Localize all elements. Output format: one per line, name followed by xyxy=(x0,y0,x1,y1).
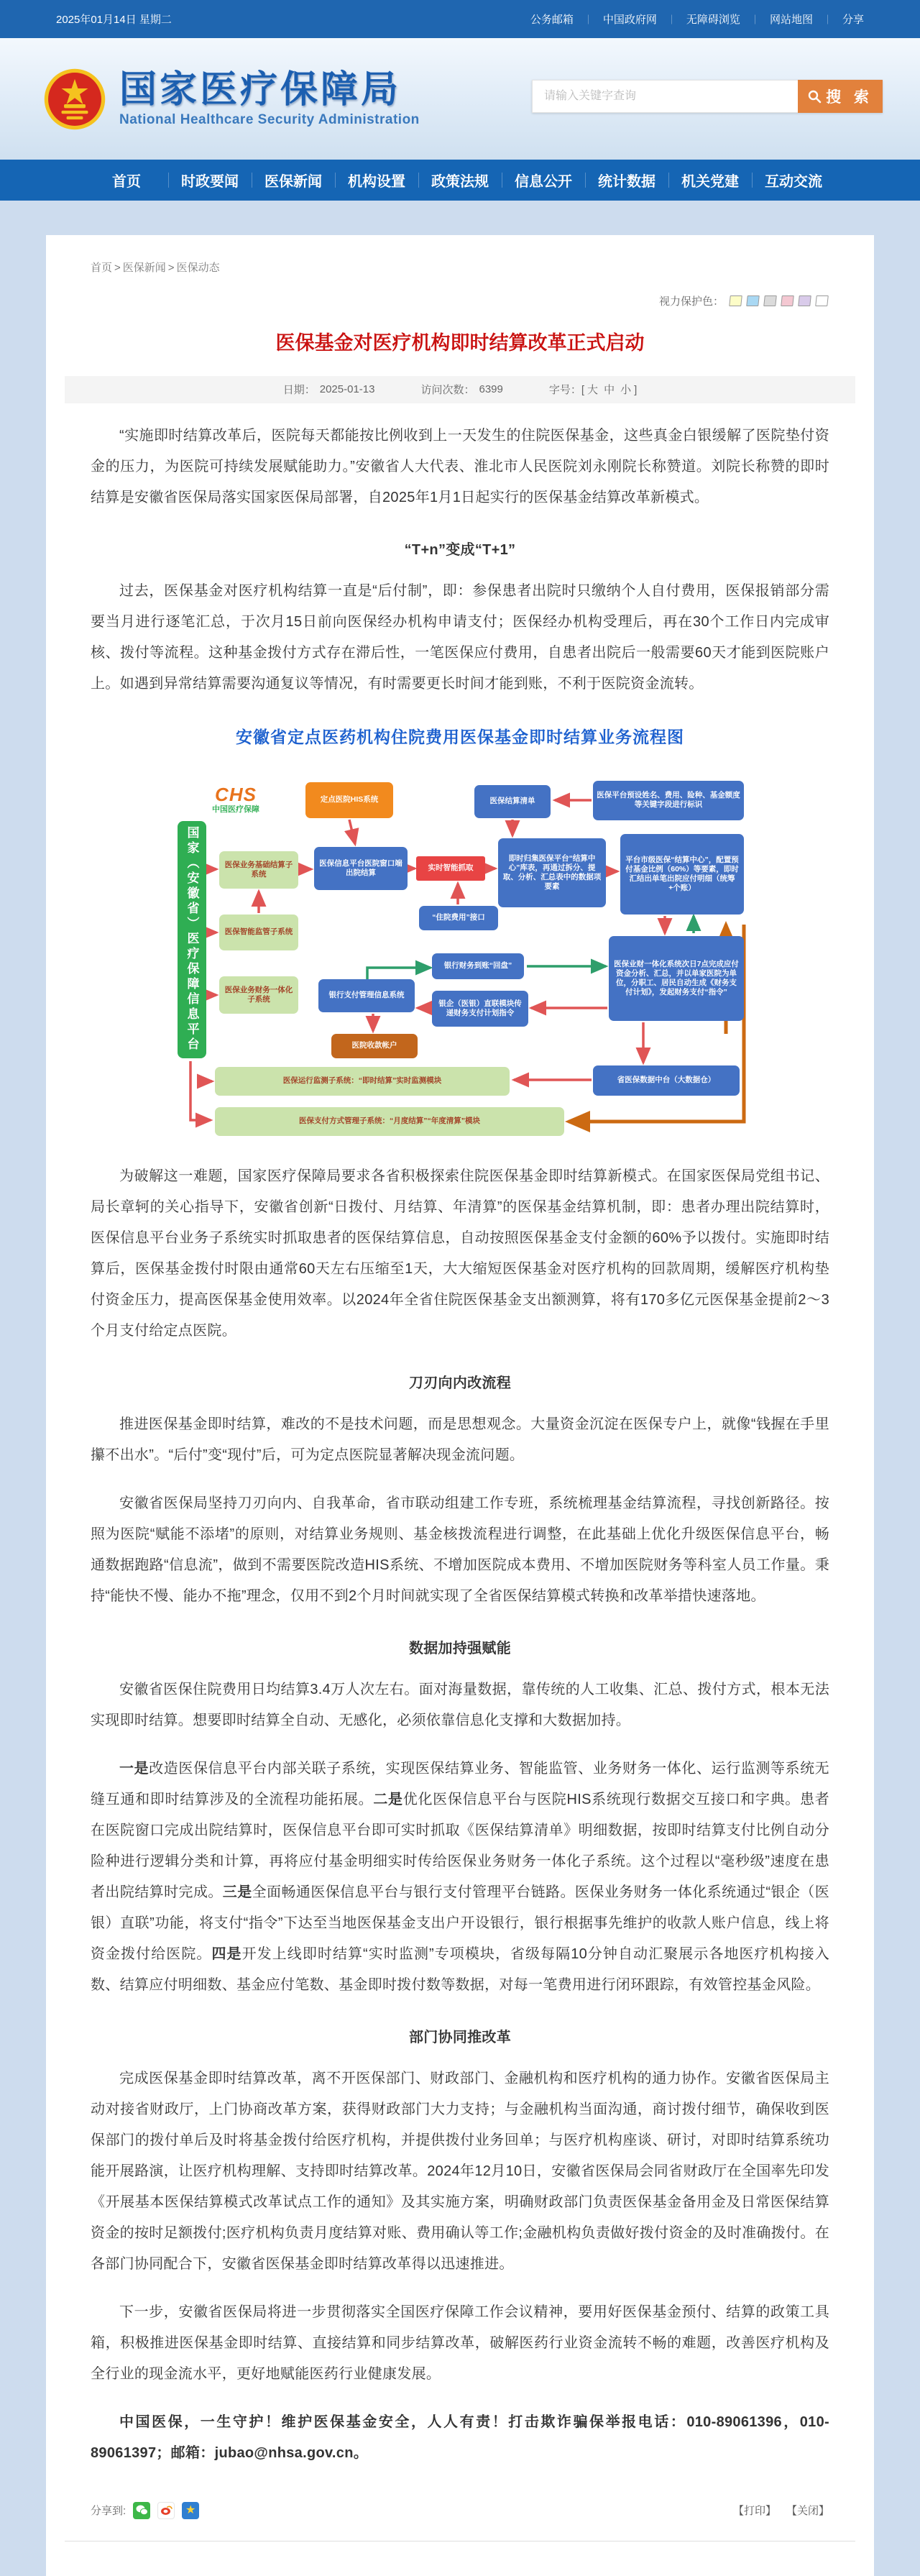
flowchart-box-6: 实时智能抓取 xyxy=(416,856,485,881)
eye-color-swatch-4[interactable] xyxy=(781,295,794,306)
flowchart-box-1: 定点医院HIS系统 xyxy=(305,782,393,818)
flowchart-box-17: 医保运行监测子系统：“即时结算”实时监测模块 xyxy=(215,1067,510,1096)
flowchart-title: 安徽省定点医药机构住院费用医保基金即时结算业务流程图 xyxy=(236,727,684,746)
flowchart-box-14: 银行支付管理信息系统 xyxy=(318,979,415,1012)
article-meta-bar xyxy=(65,376,855,403)
flowchart-box-8: 平台市级医保“结算中心”，配置预付基金比例（60%）等要素，即时汇结出单笔出院应付明细（统筹+个账） xyxy=(620,834,744,915)
section-heading: 刀刃向内改流程 xyxy=(408,1375,512,1391)
flowchart-box-10: 医保智能监管子系统 xyxy=(219,915,298,950)
eye-color-swatch-6[interactable] xyxy=(815,295,829,306)
eye-protection-swatches xyxy=(730,295,828,306)
search-input[interactable] xyxy=(532,80,798,113)
nav-item-4[interactable]: 机构设置 xyxy=(335,160,418,201)
nav-item-1[interactable]: 首页 xyxy=(112,174,141,190)
search-box xyxy=(532,80,883,113)
nav-item-5[interactable]: 政策法规 xyxy=(418,160,502,201)
meta-date-label: 日期： xyxy=(282,384,316,397)
topbar-separator: ｜ xyxy=(822,14,832,25)
national-emblem-logo xyxy=(43,68,106,131)
flowchart-box-13: 医保业务财务一体化子系统 xyxy=(219,976,298,1014)
meta-visits-value: 6399 xyxy=(479,383,503,396)
eye-protection-row xyxy=(62,275,858,308)
article-paragraph: 为破解这一难题，国家医疗保障局要求各省积极探索住院医保基金即时结算新模式。在国家医保局党组书记、局长章轲的关心指导下，安徽省创新“日拨付、月结算、年清算”的医保基金结算机制，即：患者办理出院结算时，医保信息平台业务子系统实时抓取患者的医保结算信息，自动按照医保基金支付金额的60%予以拨付。实施即时结算后，医保基金拨付时限由通常60天左右压缩至1天，大大缩短医保基金对医疗机构的回款周期，缓解医疗机构垫付资金压力，提高医保基金使用效率。以2024年全省住院医保基金支出额测算，将有170多亿元医保基金提前2～3个月支付给定点医院。 xyxy=(91,1168,829,1339)
article-paragraph: 中国医保，一生守护！维护医保基金安全，人人有责！打击欺诈骗保举报电话：010-89061396，010-89061397；邮箱：jubao@nhsa.gov.cn。 xyxy=(91,2414,829,2461)
close-button[interactable]: 【关闭】 xyxy=(786,2505,829,2518)
font-size-大[interactable]: 大 xyxy=(587,384,599,397)
article-body-before xyxy=(91,421,829,700)
article-paragraph: 完成医保基金即时结算改革，离不开医保部门、财政部门、金融机构和医疗机构的通力协作。安徽省医保局主动对接省财政厅，上门协商改革方案，获得财政部门大力支持；与金融机构当面沟通，商讨拨付细节，确保收到医保部门的拨付单后及时将基金拨付给医疗机构，并提供拨付业务回单；与医疗机构座谈、研讨，对即时结算系统功能开展路演，让医疗机构理解、支持即时结算改革。2024年12月10日，安徽省医保局会同省财政厅在全国率先印发《开展基本医保结算模式改革试点工作的通知》及其实施方案，明确财政部门负责医保基金备用金及日常医保结算资金的按时足额拨付;医疗机构负责月度结算对账、费用确认等工作;金融机构负责做好拨付资金的及时准确拨付。在各部门协同配合下，安徽省医保基金即时结算改革得以迅速推进。 xyxy=(91,2070,829,2272)
flowchart-box-5: 医保信息平台医院窗口端出院结算 xyxy=(314,847,408,890)
flowchart-box-2: 医保结算清单 xyxy=(474,785,551,818)
breadcrumb xyxy=(62,248,858,275)
font-size-control: 字号：[ 大 中 小 ] xyxy=(548,384,638,397)
article-figure xyxy=(169,724,751,1144)
flowchart-box-12: 医保业财一体化系统次日7点完成应付资金分析、汇总，并以单家医院为单位，分职工、居民自动生成《财务支付计划》，发起财务支付“指令” xyxy=(609,936,744,1021)
flowchart-box-16: 医院收款帐户 xyxy=(331,1034,418,1058)
article-paragraph: 推进医保基金即时结算，难改的不是技术问题，而是思想观念。大量资金沉淀在医保专户上，就像“钱握在手里攥不出水”。“后付”变“现付”后，可为定点医院显著解决现金流问题。 xyxy=(91,1416,829,1463)
article-paragraph: 过去，医保基金对医疗机构结算一直是“后付制”，即：参保患者出院时只缴纳个人自付费用，医保报销部分需要当月进行逐笔汇总，于次月15日前向医保经办机构申请支付；医保经办机构受理后，再在30个工作日内完成审核、拨付等流程。这种基金拨付方式存在滞后性，一笔医保应付费用，自患者出院后一般需要60天才能到医院账户上。如遇到异常结算需要沟通复议等情况，有时需要更长时间才能到账，不利于医院资金流转。 xyxy=(91,582,829,692)
flowchart-box-7: 即时归集医保平台“结算中心”库表，再通过拆分、提取、分析、汇总表中的数据项要素 xyxy=(498,838,606,907)
topbar-separator: ｜ xyxy=(583,14,593,25)
article-title: 医保基金对医疗机构即时结算改革正式启动 xyxy=(275,332,645,354)
breadcrumb-separator: > xyxy=(114,262,121,274)
breadcrumb-item-2[interactable]: 医保新闻 xyxy=(122,262,166,274)
topbar-separator: ｜ xyxy=(750,14,760,25)
breadcrumb-separator: > xyxy=(167,262,175,274)
site-header xyxy=(0,38,920,160)
flowchart-box-9: “住院费用”接口 xyxy=(419,906,498,930)
flowchart-platform-sidebar: 国家（安徽省）医疗保障信息平台 xyxy=(178,821,206,1058)
topbar-separator: ｜ xyxy=(666,14,676,25)
flowchart-box-11: 银行财务到账“回盘” xyxy=(432,953,524,979)
flowchart-box-4: 医保业务基础结算子系统 xyxy=(219,851,298,889)
main-nav xyxy=(0,160,920,201)
site-brand xyxy=(43,68,420,131)
topbar-link-5[interactable]: 分享 xyxy=(842,14,864,26)
topbar-link-2[interactable]: 中国政府网 xyxy=(602,14,657,26)
nav-item-3[interactable]: 医保新闻 xyxy=(252,160,335,201)
article-paragraph: 安徽省医保局坚持刀刃向内、自我革命，省市联动组建工作专班，系统梳理基金结算流程，寻找创新路径。按照为医院“赋能不添堵”的原则，对结算业务规则、基金核拨流程进行调整，在此基础上优化升级医保信息平台，畅通数据跑路“信息流”，做到不需要医院改造HIS系统、不增加医院成本费用、不增加医院财务等科室人员工作量。秉持“能快不慢、能办不拖”理念，仅用不到2个月时间就实现了全省医保结算模式转换和改革举措快速落地。 xyxy=(91,1495,829,1604)
breadcrumb-item-1[interactable]: 首页 xyxy=(91,262,113,274)
article-paragraph: 下一步，安徽省医保局将进一步贯彻落实全国医疗保障工作会议精神，要用好医保基金预付、结算的政策工具箱，积极推进医保基金即时结算、直接结算和同步结算改革，破解医药行业资金流转不畅的难题，改善医疗机构及全行业的现金流水平，更好地赋能医药行业健康发展。 xyxy=(91,2304,829,2382)
breadcrumb-item-3[interactable]: 医保动态 xyxy=(176,262,220,274)
chs-logo: CHS 中国医疗保障 xyxy=(212,783,259,814)
share-row xyxy=(91,2502,829,2519)
qzone-share-icon[interactable]: ★ xyxy=(182,2502,199,2519)
eye-color-swatch-2[interactable] xyxy=(746,295,760,306)
nav-item-2[interactable]: 时政要闻 xyxy=(168,160,252,201)
weibo-share-icon[interactable] xyxy=(157,2502,175,2519)
topbar-links xyxy=(530,12,864,27)
article-body-after xyxy=(91,1161,829,2469)
section-heading: “T+n”变成“T+1” xyxy=(404,541,516,558)
share-label: 分享到: xyxy=(91,2505,126,2518)
nav-item-6[interactable]: 信息公开 xyxy=(502,160,585,201)
eye-protection-label: 视力保护色： xyxy=(658,295,724,308)
nav-item-9[interactable]: 互动交流 xyxy=(752,160,835,201)
flowchart-box-19: 医保支付方式管理子系统：“月度结算”“年度清算”模块 xyxy=(215,1107,564,1136)
flowchart-box-15: 银企（医银）直联模块传递财务支付计划指令 xyxy=(432,991,528,1027)
topbar-link-3[interactable]: 无障碍浏览 xyxy=(686,14,740,26)
section-heading: 部门协同推改革 xyxy=(408,2029,512,2045)
wechat-share-icon[interactable] xyxy=(133,2502,150,2519)
article-paragraph: “实施即时结算改革后，医院每天都能按比例收到上一天发生的住院医保基金，这些真金白银缓解了医院垫付资金的压力，为医院可持续发展赋能助力。”安徽省人大代表、淮北市人民医院刘永刚院长称赞道。刘院长称赞的即时结算是安徽省医保局落实国家医保局部署，自2025年1月1日起实行的医保基金结算改革新模式。 xyxy=(91,427,829,505)
meta-visits-label: 访问次数： xyxy=(420,384,475,397)
font-size-小[interactable]: 小 xyxy=(620,384,632,397)
section-heading: 数据加持强赋能 xyxy=(408,1640,512,1656)
top-utility-bar xyxy=(0,0,920,38)
flowchart-canvas xyxy=(169,752,751,1144)
flowchart-box-18: 省医保数据中台（大数据仓） xyxy=(593,1065,740,1096)
font-size-中[interactable]: 中 xyxy=(604,384,615,397)
search-button[interactable]: 搜 索 xyxy=(798,80,883,113)
page-background xyxy=(0,201,920,2576)
topbar-link-4[interactable]: 网站地图 xyxy=(769,14,813,26)
topbar-link-1[interactable]: 公务邮箱 xyxy=(530,14,574,26)
article-paragraph: 安徽省医保住院费用日均结算3.4万人次左右。面对海量数据，靠传统的人工收集、汇总、拨付方式，根本无法实现即时结算。想要即时结算全自动、无感化，必须依靠信息化支撑和大数据加持。 xyxy=(91,1681,829,1728)
eye-color-swatch-1[interactable] xyxy=(729,295,742,306)
content-card xyxy=(46,235,874,2576)
nav-item-8[interactable]: 机关党建 xyxy=(668,160,752,201)
site-title: 国家医疗保障局 xyxy=(119,68,402,111)
meta-date-value: 2025-01-13 xyxy=(319,383,375,396)
article-paragraph: 一是改造医保信息平台内部关联子系统，实现医保结算业务、智能监管、业务财务一体化、运行监测等系统无缝互通和即时结算涉及的全流程功能拓展。二是优化医保信息平台与医院HIS系统现行数据交互接口和字典。患者在医院窗口完成出院结算时，医保信息平台即可实时抓取《医保结算清单》明细数据，按即时结算支付比例自动分险种进行逻辑分类和计算，再将应付基金明细实时传给医保业务财务一体化子系统。这个过程以“毫秒级”速度在患者出院结算时完成。三是全面畅通医保信息平台与银行支付管理平台链路。医保业务财务一体化系统通过“银企（医银）直联”功能，将支付“指令”下达至当地医保基金支出户开设银行，银行根据事先维护的收款人账户信息，线上将资金拨付给医院。四是开发上线即时结算“实时监测”专项模块，省级每隔10分钟自动汇聚展示各地医疗机构接入数、结算应付明细数、基金应付笔数、基金即时拨付数等数据，对每一笔费用进行闭环跟踪，有效管控基金风险。 xyxy=(91,1760,829,1993)
eye-color-swatch-3[interactable] xyxy=(763,295,777,306)
search-icon xyxy=(807,89,822,104)
eye-color-swatch-5[interactable] xyxy=(798,295,811,306)
flowchart-box-3: 医保平台预设姓名、费用、险种、基金额度等关键字段进行标识 xyxy=(593,781,744,820)
current-date: 2025年01月14日 星期二 xyxy=(56,14,172,26)
print-button[interactable]: 【打印】 xyxy=(732,2505,776,2518)
nav-item-7[interactable]: 统计数据 xyxy=(585,160,668,201)
site-subtitle: National Healthcare Security Administration xyxy=(119,112,420,128)
